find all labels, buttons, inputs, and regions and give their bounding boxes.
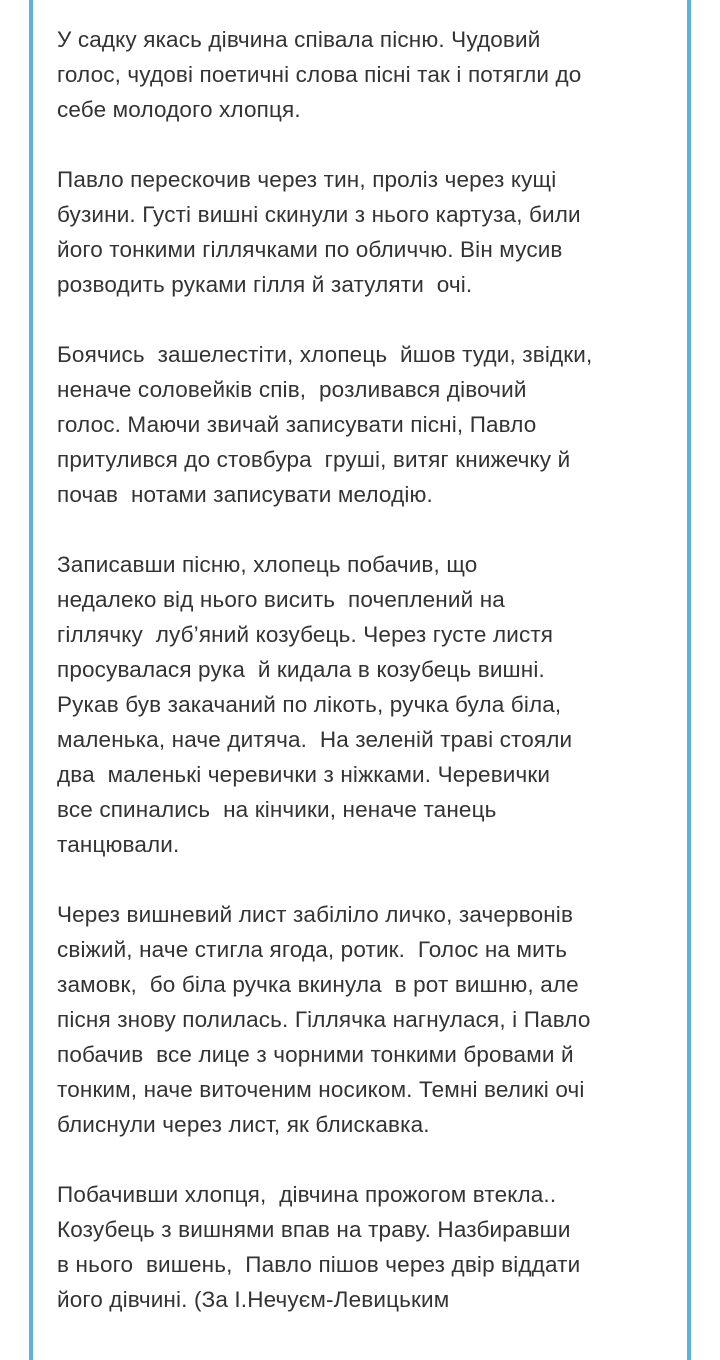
text-line: себе молодого хлопця. [57, 97, 301, 122]
text-line: притулився до стовбура груші, витяг книжечку й [57, 447, 571, 472]
text-line: У садку якась дівчина співала пісню. Чудовий [57, 27, 541, 52]
text-line: його дівчині. (За І.Нечуєм-Левицьким [57, 1287, 450, 1312]
text-line: його тонкими гіллячками по обличчю. Він мусив [57, 237, 563, 262]
text-line: замовк, бо біла ручка вкинула в рот вишню, але [57, 972, 579, 997]
text-line: розводить руками гілля й затуляти очі. [57, 272, 473, 297]
text-line: тонким, наче виточеним носиком. Темні великі очі [57, 1077, 585, 1102]
text-line: Боячись зашелестіти, хлопець йшов туди, звідки, [57, 342, 593, 367]
text-line: два маленькі черевички з ніжками. Черевички [57, 762, 551, 787]
text-line: бузини. Густі вишні скинули з нього картуза, били [57, 202, 581, 227]
text-line: Через вишневий лист забіліло личко, зачервонів [57, 902, 574, 927]
text-line: Павло перескочив через тин, проліз через кущі [57, 167, 557, 192]
text-line: в нього вишень, Павло пішов через двір віддати [57, 1252, 581, 1277]
text-line: Козубець з вишнями впав на траву. Назбиравши [57, 1217, 571, 1242]
paragraph [57, 1177, 667, 1317]
text-line: все спинались на кінчики, неначе танець [57, 797, 497, 822]
text-line: голос, чудові поетичні слова пісні так і потягли до [57, 62, 582, 87]
paragraph [57, 897, 667, 1142]
text-line: блиснули через лист, як блискавка. [57, 1112, 430, 1137]
document-body [57, 22, 667, 1352]
text-line: танцювали. [57, 832, 180, 857]
text-line: маленька, наче дитяча. На зеленій траві стояли [57, 727, 573, 752]
text-line: голос. Маючи звичай записувати пісні, Павло [57, 412, 537, 437]
text-line: свіжий, наче стигла ягода, ротик. Голос на мить [57, 937, 568, 962]
text-line: пісня знову полилась. Гіллячка нагнулася, і Павло [57, 1007, 591, 1032]
text-line: Рукав був закачаний по лікоть, ручка була біла, [57, 692, 562, 717]
text-line: неначе соловейків спів, розливався дівочий [57, 377, 527, 402]
paragraph [57, 22, 667, 127]
text-line: Побачивши хлопця, дівчина прожогом втекла.. [57, 1182, 557, 1207]
right-border-line [687, 0, 691, 1360]
text-line: гіллячку луб’яний козубець. Через густе листя [57, 622, 554, 647]
text-line: просувалася рука й кидала в козубець вишні. [57, 657, 545, 682]
text-line: почав нотами записувати мелодію. [57, 482, 433, 507]
text-line: побачив все лице з чорними тонкими бровами й [57, 1042, 574, 1067]
text-line: недалеко від нього висить почеплений на [57, 587, 505, 612]
left-border-line [29, 0, 33, 1360]
text-line: Записавши пісню, хлопець побачив, що [57, 552, 478, 577]
paragraph [57, 547, 667, 862]
paragraph [57, 162, 667, 302]
paragraph [57, 337, 667, 512]
